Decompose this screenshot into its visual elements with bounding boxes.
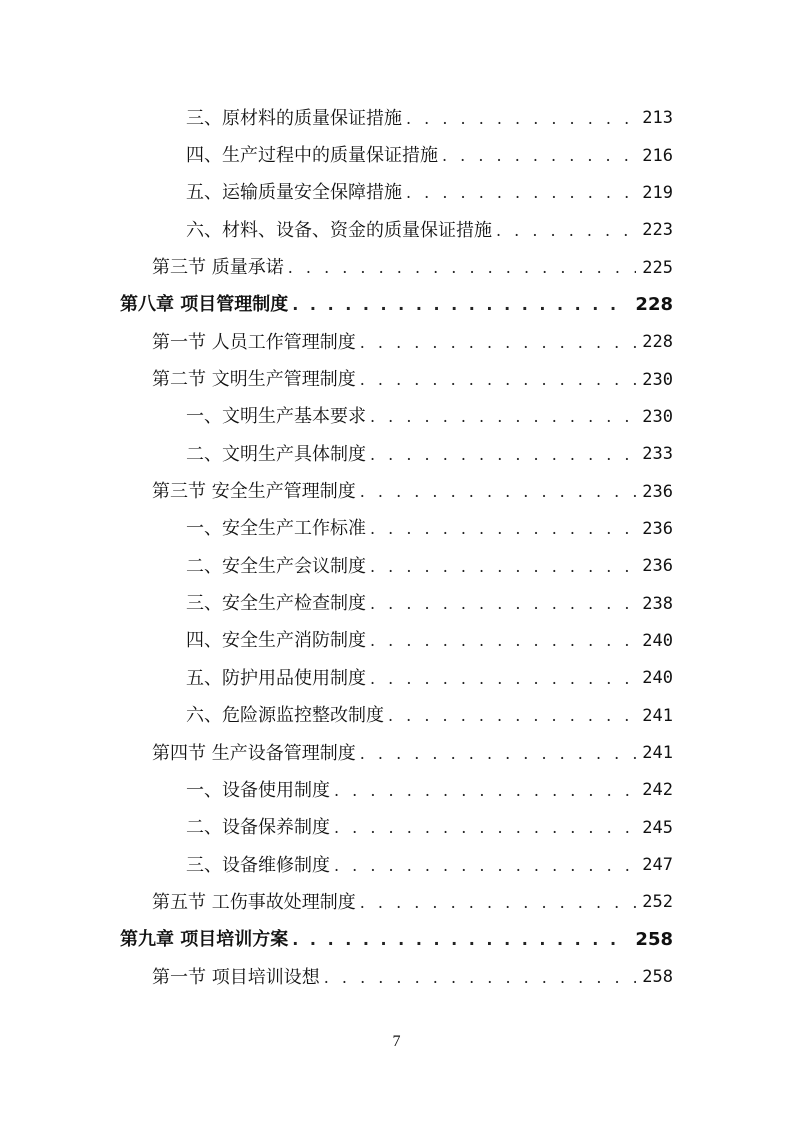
toc-entry-page: 213: [642, 108, 673, 129]
toc-entry[interactable]: [0, 436, 793, 473]
toc-entry[interactable]: [0, 100, 793, 137]
toc-entry-title: 第二节 文明生产管理制度: [152, 369, 356, 391]
toc-entry-title: 六、危险源监控整改制度: [186, 705, 384, 727]
toc-entry[interactable]: [0, 735, 793, 772]
toc-dot-leader: [334, 783, 636, 799]
toc-entry[interactable]: [0, 698, 793, 735]
toc-entry-title: 四、生产过程中的质量保证措施: [186, 145, 438, 167]
toc-entry[interactable]: [0, 548, 793, 585]
toc-entry-page: 242: [642, 780, 673, 801]
toc-entry-title: 第四节 生产设备管理制度: [152, 742, 356, 764]
toc-dot-leader: [360, 746, 637, 762]
toc-entry-page: 241: [642, 743, 673, 764]
toc-dot-leader: [370, 596, 636, 612]
toc-entry-title: 一、安全生产工作标准: [186, 518, 366, 540]
toc-entry-title: 三、原材料的质量保证措施: [186, 107, 402, 129]
toc-dot-leader: [388, 708, 636, 724]
toc-entry-page: 240: [642, 630, 673, 651]
toc-entry-title: 第九章 项目培训方案: [120, 929, 289, 951]
toc-entry[interactable]: [0, 249, 793, 286]
toc-dot-leader: [370, 447, 636, 463]
toc-entry[interactable]: [0, 959, 793, 996]
toc-entry-title: 第三节 质量承诺: [152, 257, 284, 279]
toc-entry-title: 三、安全生产检查制度: [186, 593, 366, 615]
toc-entry-page: 258: [635, 929, 673, 951]
toc-entry-page: 241: [642, 705, 673, 726]
toc-entry[interactable]: [0, 884, 793, 921]
toc-entry[interactable]: [0, 660, 793, 697]
toc-entry-page: 245: [642, 817, 673, 838]
toc-entry-page: 240: [642, 668, 673, 689]
toc-entry-title: 五、防护用品使用制度: [186, 667, 366, 689]
toc-entry-page: 236: [642, 518, 673, 539]
toc-entry-page: 252: [642, 892, 673, 913]
toc-entry-title: 第一节 项目培训设想: [152, 966, 320, 988]
toc-entry-title: 五、运输质量安全保障措施: [186, 182, 402, 204]
toc-entry-page: 233: [642, 444, 673, 465]
toc-entry[interactable]: [0, 623, 793, 660]
toc-entry-title: 第一节 人员工作管理制度: [152, 331, 356, 353]
toc-dot-leader: [370, 409, 636, 425]
toc-dot-leader: [324, 970, 637, 986]
toc-entry-title: 第三节 安全生产管理制度: [152, 481, 356, 503]
toc-entry[interactable]: [0, 772, 793, 809]
toc-entry-title: 二、设备保养制度: [186, 817, 330, 839]
toc-entry-title: 二、文明生产具体制度: [186, 443, 366, 465]
page-number: 7: [392, 1033, 401, 1050]
toc-entry-page: 216: [642, 145, 673, 166]
toc-entry[interactable]: [0, 399, 793, 436]
toc-dot-leader: [360, 335, 637, 351]
toc-dot-leader: [406, 111, 636, 127]
toc-dot-leader: [334, 858, 636, 874]
toc-entry-page: 219: [642, 182, 673, 203]
toc-entry-page: 230: [642, 406, 673, 427]
toc-entry-page: 228: [642, 332, 673, 353]
toc-entry[interactable]: [0, 175, 793, 212]
toc-entry[interactable]: [0, 922, 793, 959]
toc-entry-page: 228: [635, 294, 673, 316]
toc-entry[interactable]: [0, 287, 793, 324]
toc-entry[interactable]: [0, 324, 793, 361]
toc-entry-page: 247: [642, 855, 673, 876]
toc-entry[interactable]: [0, 847, 793, 884]
toc-entry-title: 一、设备使用制度: [186, 779, 330, 801]
toc-entry-page: 236: [642, 481, 673, 502]
toc-dot-leader: [292, 932, 629, 948]
toc-entry[interactable]: [0, 212, 793, 249]
toc-entry[interactable]: [0, 361, 793, 398]
toc-dot-leader: [370, 671, 636, 687]
toc-entry[interactable]: [0, 511, 793, 548]
toc-dot-leader: [360, 372, 637, 388]
toc-entry-page: 230: [642, 369, 673, 390]
toc-entry-page: 258: [642, 967, 673, 988]
toc-dot-leader: [360, 484, 637, 500]
toc-entry-title: 一、文明生产基本要求: [186, 406, 366, 428]
toc-entry-title: 三、设备维修制度: [186, 854, 330, 876]
toc-dot-leader: [496, 223, 636, 239]
toc-dot-leader: [288, 260, 637, 276]
toc-entry[interactable]: [0, 810, 793, 847]
toc-dot-leader: [370, 521, 636, 537]
toc-entry-title: 第五节 工伤事故处理制度: [152, 891, 356, 913]
toc-entry-title: 第八章 项目管理制度: [120, 294, 289, 316]
toc-entry-title: 六、材料、设备、资金的质量保证措施: [186, 219, 492, 241]
toc-dot-leader: [442, 148, 636, 164]
toc-dot-leader: [406, 185, 636, 201]
toc-entry[interactable]: [0, 137, 793, 174]
toc-dot-leader: [370, 633, 636, 649]
table-of-contents: [0, 100, 793, 996]
toc-entry-title: 二、安全生产会议制度: [186, 555, 366, 577]
toc-entry[interactable]: [0, 585, 793, 622]
toc-dot-leader: [370, 559, 636, 575]
toc-dot-leader: [292, 297, 629, 313]
toc-dot-leader: [360, 895, 637, 911]
toc-dot-leader: [334, 820, 636, 836]
toc-entry[interactable]: [0, 473, 793, 510]
toc-entry-title: 四、安全生产消防制度: [186, 630, 366, 652]
toc-entry-page: 236: [642, 556, 673, 577]
toc-entry-page: 225: [642, 257, 673, 278]
toc-entry-page: 223: [642, 220, 673, 241]
toc-entry-page: 238: [642, 593, 673, 614]
